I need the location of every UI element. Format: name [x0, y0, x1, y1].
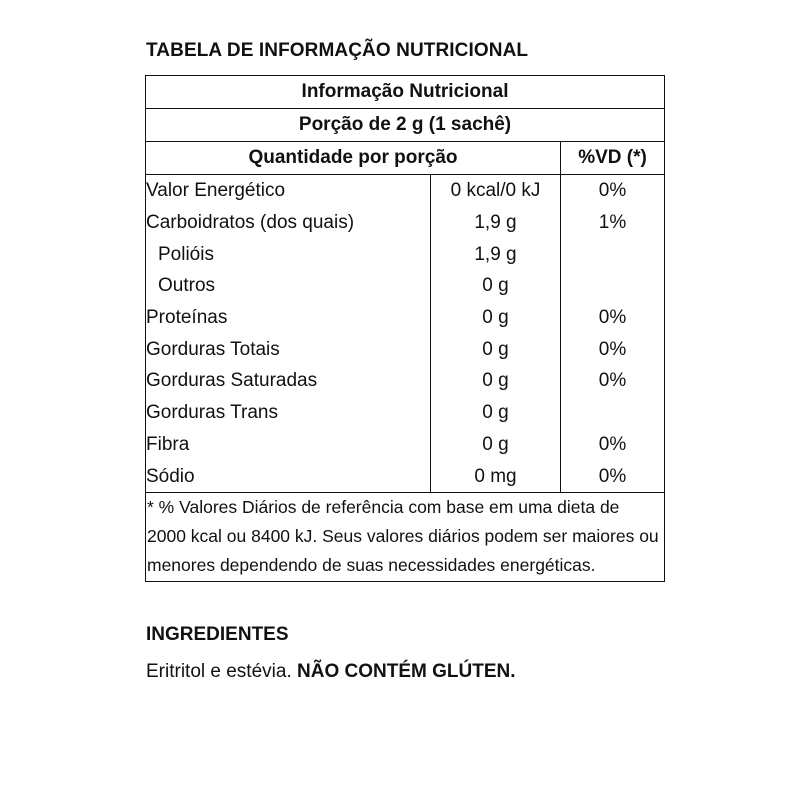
table-row — [146, 365, 665, 397]
nutrient-vd — [561, 270, 665, 302]
nutrient-name: Gorduras Totais — [146, 333, 431, 365]
nutrient-vd: 0% — [561, 429, 665, 461]
nutrient-name: Polióis — [146, 238, 431, 270]
nutrient-name: Gorduras Trans — [146, 397, 431, 429]
table-title-row — [146, 76, 665, 109]
table-row — [146, 397, 665, 429]
table-row — [146, 302, 665, 334]
nutrient-vd: 1% — [561, 207, 665, 239]
table-row — [146, 333, 665, 365]
gluten-warning: NÃO CONTÉM GLÚTEN. — [297, 661, 516, 682]
table-row — [146, 460, 665, 492]
nutrient-amount: 1,9 g — [431, 207, 561, 239]
nutrient-vd: 0% — [561, 333, 665, 365]
nutrient-name: Gorduras Saturadas — [146, 365, 431, 397]
table-row — [146, 207, 665, 239]
nutrient-name: Sódio — [146, 460, 431, 492]
nutrient-vd: 0% — [561, 460, 665, 492]
ingredients-line — [146, 661, 516, 683]
nutrient-amount: 0 g — [431, 365, 561, 397]
nutrient-amount: 0 g — [431, 397, 561, 429]
nutrient-name: Carboidratos (dos quais) — [146, 207, 431, 239]
table-row — [146, 270, 665, 302]
nutrient-vd: 0% — [561, 175, 665, 207]
page-title: TABELA DE INFORMAÇÃO NUTRICIONAL — [146, 40, 529, 61]
nutrient-vd: 0% — [561, 365, 665, 397]
nutrient-name: Proteínas — [146, 302, 431, 334]
footnote-row — [146, 492, 665, 581]
serving-row — [146, 109, 665, 142]
table-row — [146, 429, 665, 461]
nutrient-amount: 0 mg — [431, 460, 561, 492]
serving-size: Porção de 2 g (1 sachê) — [146, 109, 665, 142]
nutrient-name: Fibra — [146, 429, 431, 461]
column-header-row — [146, 142, 665, 175]
ingredients-list: Eritritol e estévia. — [146, 661, 292, 682]
nutrient-name: Valor Energético — [146, 175, 431, 207]
nutrient-amount: 0 g — [431, 302, 561, 334]
table-row — [146, 175, 665, 207]
nutrient-amount: 0 kcal/0 kJ — [431, 175, 561, 207]
nutrient-name: Outros — [146, 270, 431, 302]
nutrient-vd — [561, 397, 665, 429]
nutrient-amount: 0 g — [431, 270, 561, 302]
table-title: Informação Nutricional — [146, 76, 665, 109]
column-header-vd: %VD (*) — [561, 142, 665, 175]
column-header-quantity: Quantidade por porção — [146, 142, 561, 175]
nutrient-amount: 0 g — [431, 429, 561, 461]
nutrient-amount: 1,9 g — [431, 238, 561, 270]
nutrient-amount: 0 g — [431, 333, 561, 365]
ingredients-heading: INGREDIENTES — [146, 624, 289, 645]
nutrient-vd: 0% — [561, 302, 665, 334]
table-row — [146, 238, 665, 270]
nutrient-vd — [561, 238, 665, 270]
nutrition-table — [145, 75, 665, 582]
footnote-text: * % Valores Diários de referência com base em uma dieta de 2000 kcal ou 8400 kJ. Seus valores diários podem ser maiores ou menores dependendo de suas necessidades energéticas. — [146, 492, 665, 581]
